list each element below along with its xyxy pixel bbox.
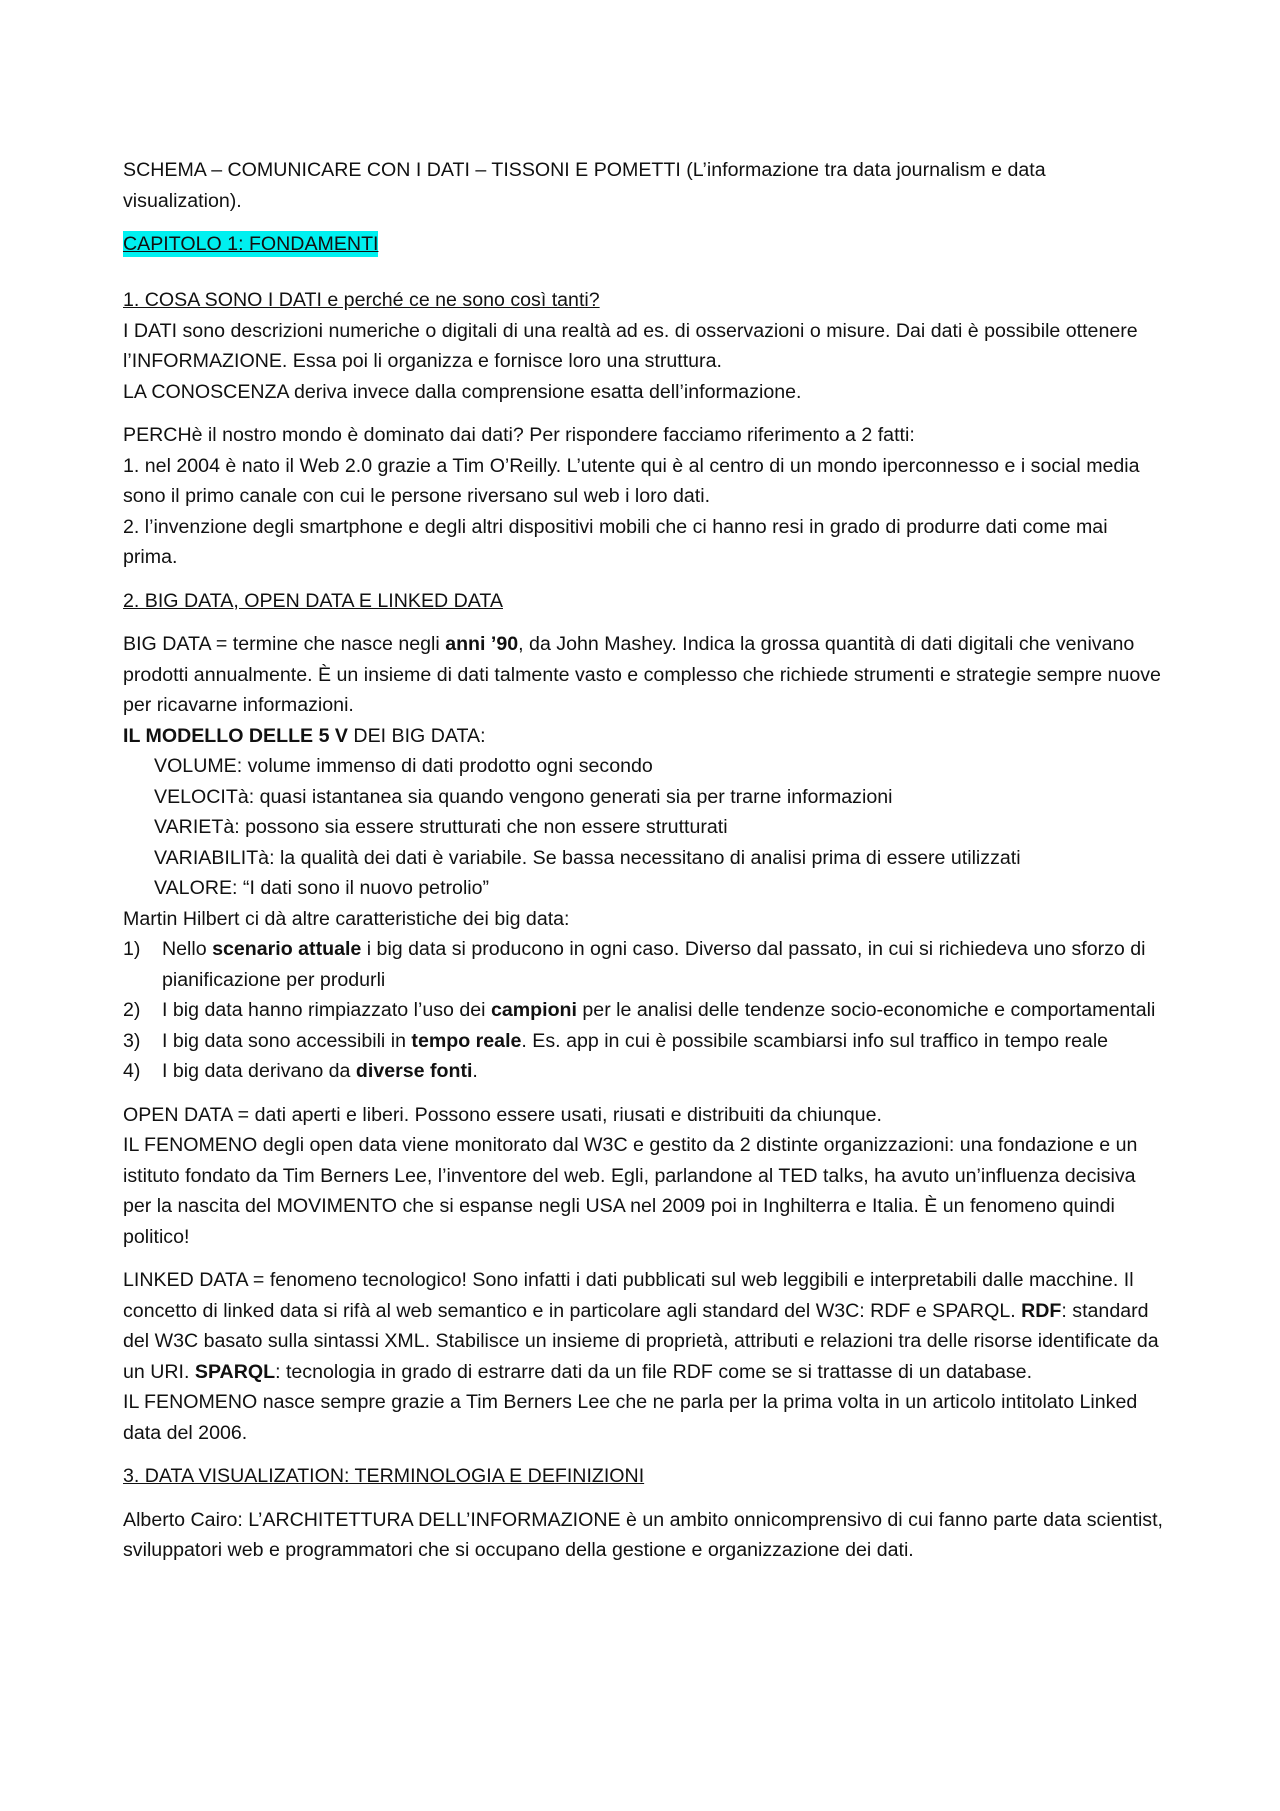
sparql-term: SPARQL — [194, 1360, 276, 1383]
list-item-text: Nello — [162, 938, 213, 960]
list-item-text: per le analisi delle tendenze socio-economiche e comportamentali — [576, 999, 1156, 1021]
v-item: VARIABILITà: la qualità dei dati è variabile. Se bassa necessitano di analisi prima di essere utilizzati — [154, 846, 1021, 869]
section-3 — [123, 1461, 1165, 1566]
list-item-text: . — [472, 1060, 478, 1082]
list-item-bold: campioni — [490, 999, 577, 1021]
big-data-text-b: anni ’90 — [445, 633, 519, 655]
section-1 — [123, 285, 1165, 573]
v-item: VALORE: “I dati sono il nuovo petrolio” — [154, 877, 490, 899]
list-item — [123, 1056, 1165, 1087]
big-data-text-c: , da John Mashey. Indica la grossa quantità di dati digitali che venivano prodotti annualmente. È un insieme di dati talmente vasto e complesso che richiede strumenti e strategie sempre nuove per ricavarne informazioni. — [123, 633, 1161, 716]
list-item-bold: diverse fonti — [355, 1060, 473, 1082]
v-item: VELOCITà: quasi istantanea sia quando vengono generati sia per trarne informazioni — [154, 785, 893, 808]
list-item-number: 4) — [123, 1060, 141, 1082]
list-item-text: I big data derivano da — [162, 1060, 356, 1082]
section-1-p2: LA CONOSCENZA deriva invece dalla comprensione esatta dell’informazione. — [123, 380, 802, 403]
big-data-paragraph — [123, 629, 1165, 721]
section-2-heading: 2. BIG DATA, OPEN DATA E LINKED DATA — [123, 589, 503, 612]
list-item-number: 1) — [123, 938, 141, 960]
five-v-model-bold: IL MODELLO DELLE 5 V — [123, 724, 348, 747]
section-3-p1: Alberto Cairo: L’ARCHITETTURA DELL’INFORMAZIONE è un ambito onnicomprensivo di cui fanno parte data scientist, sviluppatori web e programmatori che si occupano della gestione e organizzazione dei dati. — [123, 1508, 1163, 1561]
linked-data-text: LINKED DATA = fenomeno tecnologico! Sono infatti i dati pubblicati sul web leggibili e interpretabili dalle macchine. Il concetto di linked data si rifà al web semantico e in particolare agli standard del W3C: RDF e SPARQL. — [123, 1269, 1134, 1322]
v-item: VOLUME: volume immenso di dati prodotto ogni secondo — [154, 755, 653, 777]
list-item-number: 2) — [123, 999, 141, 1021]
list-item-number: 3) — [123, 1029, 141, 1052]
open-data-phenomenon: IL FENOMENO degli open data viene monitorato dal W3C e gestito da 2 distinte organizzazioni: una fondazione e un istituto fondato da Tim Berners Lee, l’inventore del web. Egli, parlandone al TED talks, ha avuto un’influenza decisiva per la nascita del MOVIMENTO che si espanse negli USA nel 2009 poi in Inghilterra e Italia. È un fenomeno quindi politico! — [123, 1134, 1138, 1248]
list-item-text: . Es. app in cui è possibile scambiarsi info sul traffico in tempo reale — [521, 1029, 1109, 1052]
section-1-p1: I DATI sono descrizioni numeriche o digitali di una realtà ad es. di osservazioni o misure. Dai dati è possibile ottenere l’INFORMAZIONE. Essa poi li organizza e fornisce loro una struttura. — [123, 319, 1138, 372]
list-item — [123, 1026, 1165, 1057]
list-item-bold: scenario attuale — [212, 938, 362, 960]
section-1-p3: PERCHè il nostro mondo è dominato dai dati? Per rispondere facciamo riferimento a 2 fatti: — [123, 424, 915, 446]
open-data-definition: OPEN DATA = dati aperti e liberi. Possono essere usati, riusati e distribuiti da chiunque. — [123, 1103, 882, 1126]
linked-data-text: : tecnologia in grado di estrarre dati da un file RDF come se si trattasse di un database. — [275, 1360, 1033, 1383]
hilbert-intro: Martin Hilbert ci dà altre caratteristiche dei big data: — [123, 907, 570, 930]
list-item-bold: tempo reale — [411, 1029, 522, 1052]
list-item-text: i big data si producono in ogni caso. Diverso dal passato, in cui si richiedeva uno sforzo di pianificazione per produrli — [162, 938, 1146, 991]
section-1-heading: 1. COSA SONO I DATI e perché ce ne sono così tanti? — [123, 289, 600, 311]
rdf-term: RDF — [1021, 1299, 1062, 1322]
list-item — [123, 934, 1165, 995]
list-item-text: I big data sono accessibili in — [162, 1029, 412, 1052]
linked-data-paragraph — [123, 1265, 1165, 1387]
v-item: VARIETà: possono sia essere strutturati che non essere strutturati — [154, 816, 728, 838]
hilbert-list — [123, 934, 1165, 1087]
section-2 — [123, 586, 1165, 1449]
five-v-model-heading — [123, 721, 1165, 752]
section-3-heading: 3. DATA VISUALIZATION: TERMINOLOGIA E DEFINIZIONI — [123, 1465, 645, 1487]
five-v-list — [123, 751, 1165, 904]
list-item — [123, 995, 1165, 1026]
section-1-p4: 1. nel 2004 è nato il Web 2.0 grazie a Tim O’Reilly. L’utente qui è al centro di un mondo iperconnesso e i social media sono il primo canale con cui le persone riversano sul web i loro dati. — [123, 454, 1140, 507]
five-v-model-rest: DEI BIG DATA: — [347, 724, 486, 747]
list-item-text: I big data hanno rimpiazzato l’uso dei — [162, 999, 491, 1021]
linked-data-phenomenon: IL FENOMENO nasce sempre grazie a Tim Berners Lee che ne parla per la prima volta in un articolo intitolato Linked data del 2006. — [123, 1391, 1138, 1444]
chapter-heading-wrap — [123, 229, 1165, 270]
linked-data-text: : standard del W3C basato sulla sintassi XML. Stabilisce un insieme di proprietà, attributi e relazioni tra delle risorse identificate da un URI. — [123, 1299, 1159, 1383]
document-title: SCHEMA – COMUNICARE CON I DATI – TISSONI E POMETTI (L’informazione tra data journalism e data visualization). — [123, 159, 1046, 212]
section-1-p5: 2. l’invenzione degli smartphone e degli altri dispositivi mobili che ci hanno resi in grado di produrre dati come mai prima. — [123, 515, 1108, 568]
chapter-heading: CAPITOLO 1: FONDAMENTI — [123, 233, 379, 255]
big-data-text-a: BIG DATA = termine che nasce negli — [123, 633, 446, 655]
